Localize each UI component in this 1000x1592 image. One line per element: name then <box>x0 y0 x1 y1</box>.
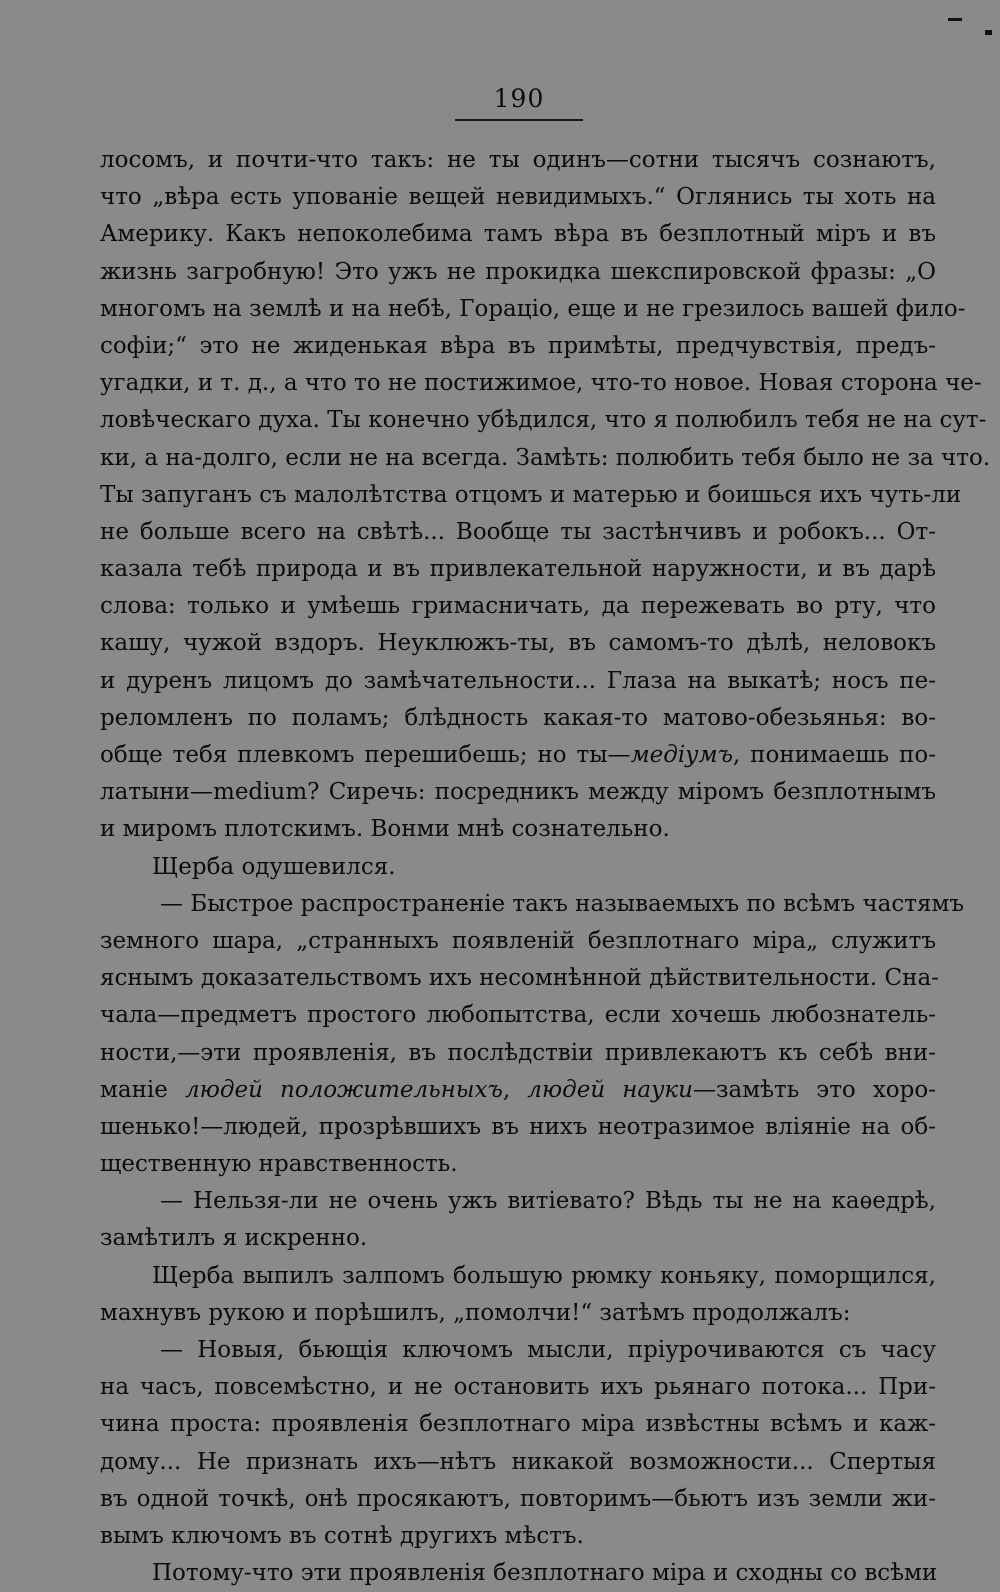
text-line <box>100 1481 936 1518</box>
text-segment: Потому-что эти проявленія безплотнаго міра и сходны со всѣми <box>152 1560 938 1587</box>
text-segment: многомъ на землѣ и на небѣ, Гораціо, еще и не грезилось вашей фило- <box>100 295 966 322</box>
text-line <box>100 1220 936 1257</box>
text-segment: — Быстрое распространеніе такъ называемыхъ по всѣмъ частямъ <box>160 890 965 917</box>
text-line <box>100 328 936 365</box>
text-segment: земного шара, „странныхъ появленій безплотнаго міра„ служитъ <box>100 927 936 954</box>
text-segment: ловѣческаго духа. Ты конечно убѣдился, что я полюбилъ тебя не на сут- <box>100 407 987 434</box>
text-line <box>100 216 936 253</box>
text-line <box>100 1444 936 1481</box>
text-segment: слова: только и умѣешь гримасничать, да пережевать во рту, что <box>100 593 936 620</box>
text-line <box>100 1109 936 1146</box>
text-line <box>100 291 966 328</box>
text-line <box>100 1258 936 1295</box>
italic-phrase: медіумъ <box>630 742 733 768</box>
text-line <box>100 1183 936 1220</box>
text-segment: —замѣть это хоро- <box>692 1076 936 1103</box>
scan-edge-mark <box>948 18 962 21</box>
text-line <box>100 142 936 179</box>
text-line <box>100 1518 936 1555</box>
text-segment: ки, а на-долго, если не на всегда. Замѣть: полюбить тебя было не за что. <box>100 444 991 471</box>
text-segment: вымъ ключомъ въ сотнѣ другихъ мѣстъ. <box>100 1522 584 1549</box>
text-segment: лосомъ, и почти-что такъ: не ты одинъ—сотни тысячъ сознаютъ, <box>100 147 936 173</box>
text-segment: замѣтилъ я искренно. <box>100 1225 368 1252</box>
text-segment: яснымъ доказательствомъ ихъ несомнѣнной дѣйствительности. Сна- <box>100 965 939 992</box>
text-segment: и дуренъ лицомъ до замѣчательности... Глаза на выкатѣ; носъ пе- <box>100 667 936 694</box>
text-line <box>100 1332 936 1369</box>
text-segment: что „вѣра есть упованіе вещей невидимыхъ.“ Оглянись ты хоть на <box>100 184 936 211</box>
italic-phrase: людей науки <box>527 1076 693 1103</box>
page-number-rule <box>455 119 583 121</box>
text-segment: ности,—эти проявленія, въ послѣдствіи привлекаютъ къ себѣ вни- <box>100 1039 936 1066</box>
text-line <box>100 700 936 737</box>
text-segment: дому... Не признать ихъ—нѣтъ никакой возможности... Спертыя <box>100 1448 936 1475</box>
text-segment: маніе <box>100 1076 185 1103</box>
text-line <box>100 588 936 625</box>
text-line <box>100 365 982 402</box>
text-segment: махнувъ рукою и порѣшилъ, „помолчи!“ затѣмъ продолжалъ: <box>100 1299 851 1326</box>
text-line <box>100 923 936 960</box>
text-segment: казала тебѣ природа и въ привлекательной наружности, и въ дарѣ <box>100 556 936 583</box>
text-segment: Ты запуганъ съ малолѣтства отцомъ и матерью и боишься ихъ чуть-ли <box>100 481 962 508</box>
text-segment: чина проста: проявленія безплотнаго міра извѣстны всѣмъ и каж- <box>100 1411 936 1438</box>
text-line <box>100 625 936 662</box>
text-line <box>100 402 987 439</box>
text-line <box>100 514 936 551</box>
text-segment: — Новыя, бьющія ключомъ мысли, пріурочиваются съ часу <box>160 1337 936 1363</box>
text-line <box>100 1072 936 1109</box>
text-segment: , понимаешь по- <box>732 742 936 768</box>
text-segment: угадки, и т. д., а что то не постижимое, что-то новое. Новая сторона че- <box>100 370 982 397</box>
text-line <box>100 1035 936 1072</box>
text-segment: Америку. Какъ непоколебима тамъ вѣра въ безплотный міръ и въ <box>100 221 936 248</box>
text-segment: на часъ, повсемѣстно, и не остановить ихъ рьянаго потока... При- <box>100 1374 936 1401</box>
text-line <box>100 179 936 216</box>
text-line <box>100 1555 936 1592</box>
text-line <box>100 1369 936 1406</box>
text-segment: не больше всего на свѣтѣ... Вообще ты застѣнчивъ и робокъ... От- <box>100 518 936 545</box>
text-line <box>100 774 936 811</box>
text-line <box>100 811 936 848</box>
text-line <box>100 1295 936 1332</box>
text-line <box>100 849 936 886</box>
page-text-body <box>100 142 991 1592</box>
text-segment: щественную нравственность. <box>100 1151 458 1178</box>
text-line <box>100 254 936 291</box>
text-segment: чала—предметъ простого любопытства, если хочешь любознатель- <box>100 1002 936 1029</box>
text-segment: реломленъ по поламъ; блѣдность какая-то матово-обезьянья: во- <box>100 704 936 731</box>
text-segment: въ одной точкѣ, онѣ просякаютъ, повторимъ—бьютъ изъ земли жи- <box>100 1485 936 1512</box>
text-segment: Щерба одушевился. <box>152 853 396 880</box>
scan-edge-mark <box>985 30 992 35</box>
text-line <box>100 960 939 997</box>
text-segment: и миромъ плотскимъ. Вонми мнѣ сознательно. <box>100 816 670 843</box>
text-segment: — Нельзя-ли не очень ужъ витіевато? Вѣдь ты не на каѳедрѣ, <box>160 1188 936 1215</box>
text-segment: кашу, чужой вздоръ. Неуклюжъ-ты, въ самомъ-то дѣлѣ, неловокъ <box>100 630 936 657</box>
text-segment: Щерба выпилъ залпомъ большую рюмку коньяку, поморщился, <box>152 1262 936 1289</box>
text-line <box>100 997 936 1034</box>
text-line <box>100 1406 936 1443</box>
text-line <box>100 1146 936 1183</box>
text-segment: жизнь загробную! Это ужъ не прокидка шекспировской фразы: „О <box>100 258 936 285</box>
text-line <box>100 477 962 514</box>
text-line <box>100 440 991 477</box>
italic-phrase: людей положительныхъ <box>184 1076 503 1103</box>
text-segment: , <box>502 1076 528 1103</box>
page-number: 190 <box>493 84 545 113</box>
text-line <box>100 551 936 588</box>
text-line <box>100 737 936 774</box>
text-segment: обще тебя плевкомъ перешибешь; но ты— <box>100 742 631 768</box>
text-segment: латыни—medium? Сиречь: посредникъ между міромъ безплотнымъ <box>100 779 936 806</box>
text-segment: софіи;“ это не жиденькая вѣра въ примѣты, предчувствія, предъ- <box>100 332 936 359</box>
text-line <box>100 663 936 700</box>
text-line <box>100 886 965 923</box>
text-segment: шенько!—людей, прозрѣвшихъ въ нихъ неотразимое вліяніе на об- <box>100 1113 936 1140</box>
